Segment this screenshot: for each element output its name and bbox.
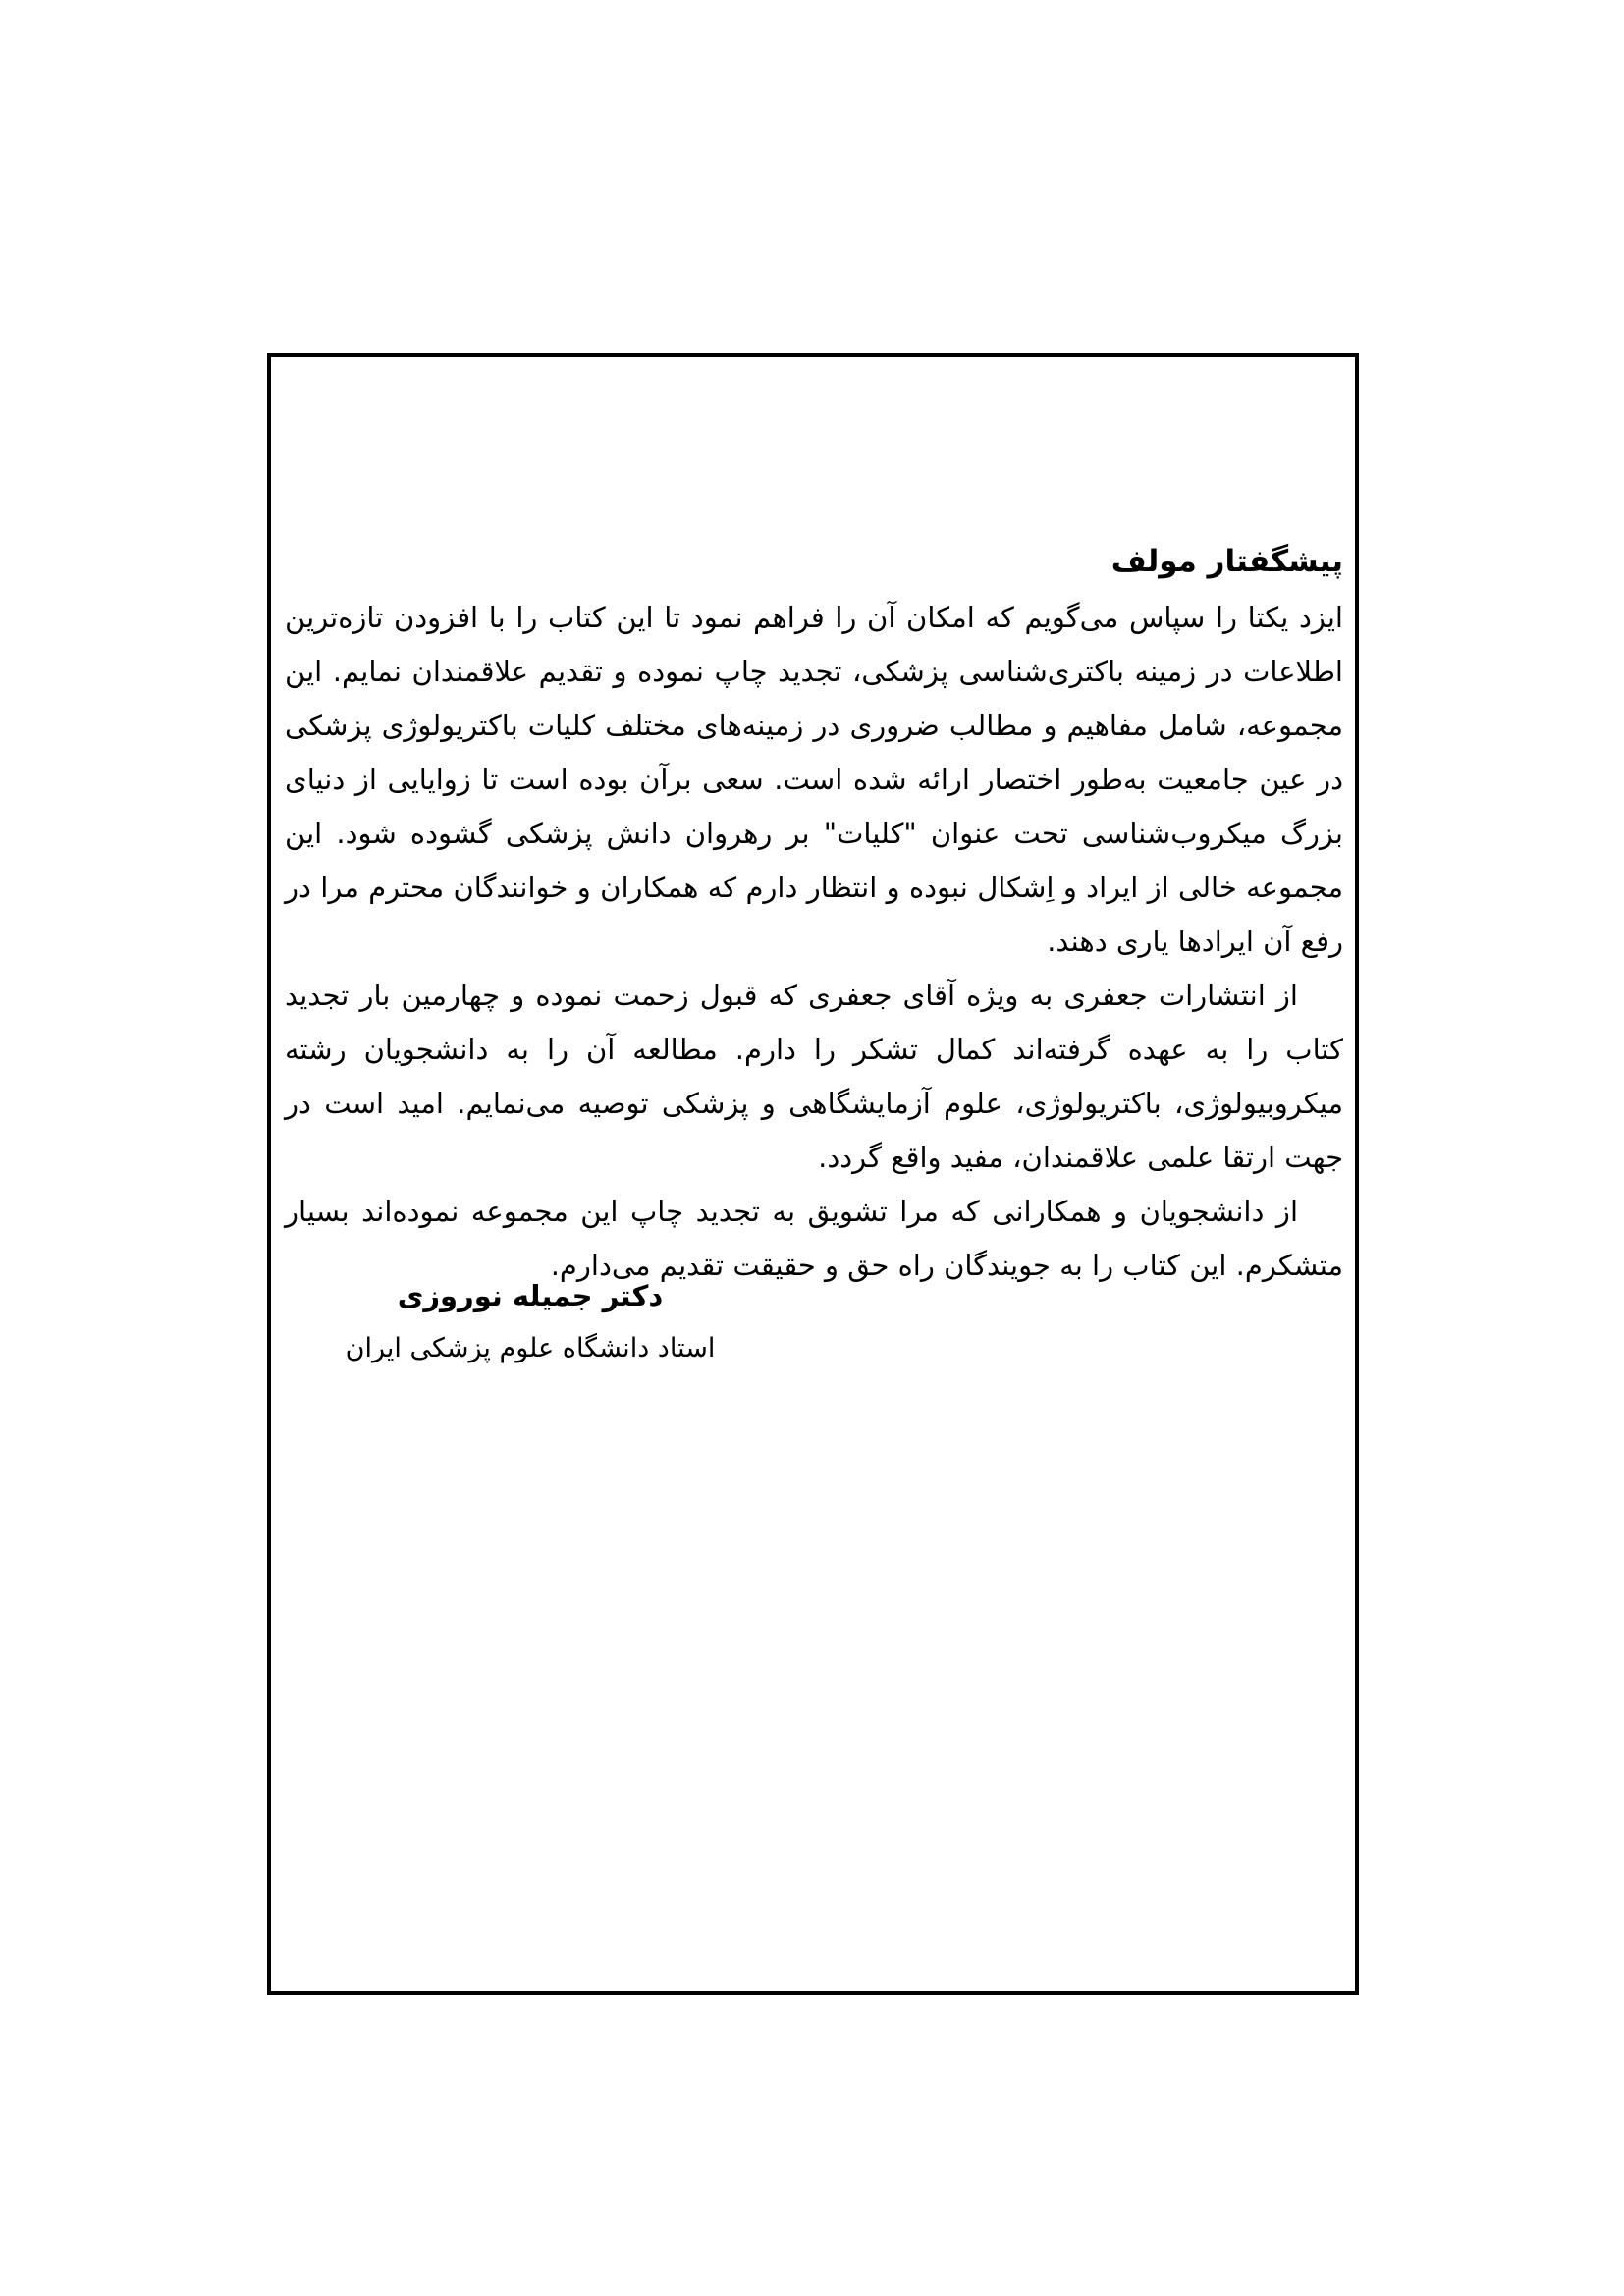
preface-paragraph-3: از دانشجویان و همکارانی که مرا تشویق به تجدید چاپ این مجموعه نموده‌اند بسیار متشکرم. این کتاب را به جویندگان راه حق و حقیقت تقدیم می‌دارم. — [285, 1195, 1343, 1282]
preface-title: پیشگفتار مولف — [1110, 544, 1343, 579]
author-name: دکتر جمیله نوروزی — [397, 1279, 664, 1312]
author-signature-block — [324, 1272, 736, 1372]
preface-body — [285, 538, 1343, 1293]
preface-paragraph-1: ایزد یکتا را سپاس می‌گویم که امکان آن را فراهم نمود تا این کتاب را با افزودن تازه‌ترین اطلاعات در زمینه باکتری‌شناسی پزشکی، تجدید چاپ نموده و تقدیم علاقمندان نمایم. این مجموعه، شامل مفاهیم و مطالب ضروری در زمینه‌های مختلف کلیات باکتریولوژی پزشکی در عین جامعیت به‌طور اختصار ارائه شده است. سعی برآن بوده است تا زوایایی از دنیای بزرگ میکروب‌شناسی تحت عنوان "کلیات" بر رهروان دانش پزشکی گشوده شود. این مجموعه خالی از ایراد و اِشکال نبوده و انتظار دارم که همکاران و خوانندگان محترم مرا در رفع آن ایرادها یاری دهند. — [285, 601, 1343, 958]
author-title: استاد دانشگاه علوم پزشکی ایران — [345, 1333, 716, 1363]
preface-paragraph-2: از انتشارات جعفری به ویژه آقای جعفری که قبول زحمت نموده و چهارمین بار تجدید کتاب را به عهده گرفته‌اند کمال تشکر را دارم. مطالعه آن را به دانشجویان رشته میکروبیولوژی، باکتریولوژی، علوم آزمایشگاهی و پزشکی توصیه می‌نمایم. امید است در جهت ارتقا علمی علاقمندان، مفید واقع گردد. — [285, 979, 1343, 1174]
